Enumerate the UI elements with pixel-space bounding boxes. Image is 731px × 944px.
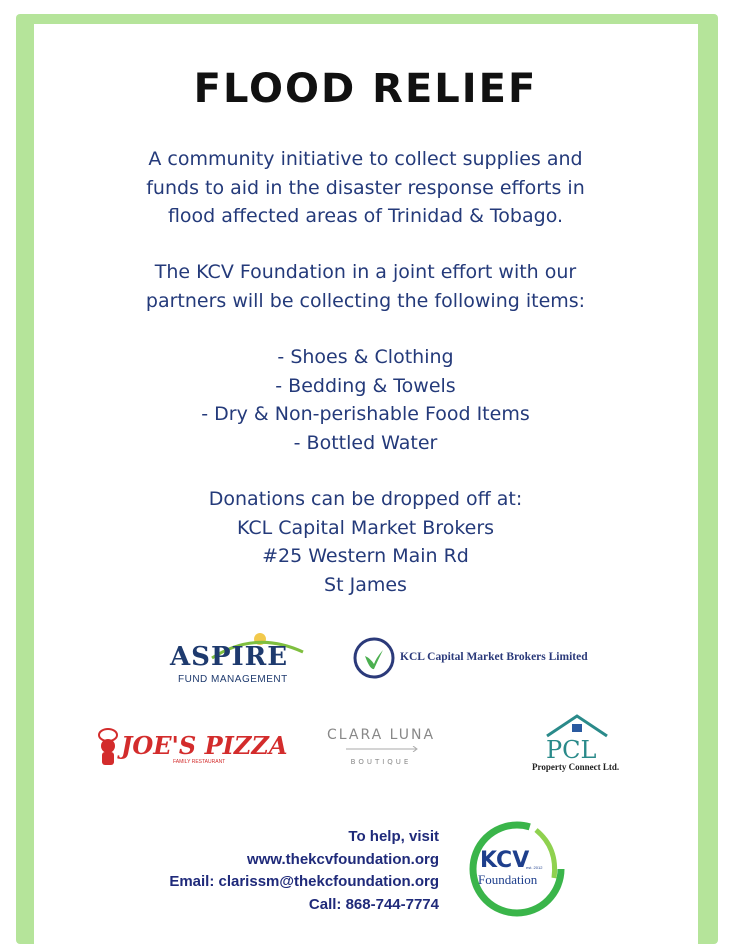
leaf-circle-icon xyxy=(352,636,396,680)
list-item: - Bottled Water xyxy=(293,431,438,454)
effort-line: The KCV Foundation in a joint effort with our xyxy=(154,261,577,283)
aspire-logo xyxy=(170,628,305,688)
aspire-name: ASPIRE xyxy=(170,642,289,672)
intro-paragraph xyxy=(0,145,731,231)
list-item: - Bedding & Towels xyxy=(275,374,456,397)
pcl-logo xyxy=(530,712,625,777)
dropoff-paragraph xyxy=(0,485,731,599)
arrow-divider-icon xyxy=(341,746,421,752)
dropoff-line: St James xyxy=(324,573,407,596)
kcl-name: KCL Capital Market Brokers Limited xyxy=(400,651,588,663)
website-link[interactable]: www.thekcvfoundation.org xyxy=(247,850,439,868)
intro-line: funds to aid in the disaster response efforts in xyxy=(146,176,585,199)
items-list xyxy=(0,343,731,457)
chef-mascot-icon xyxy=(95,727,121,767)
kcv-est: est. 2012 xyxy=(526,865,543,870)
dropoff-line: Donations can be dropped off at: xyxy=(208,488,523,510)
kcv-subtitle: Foundation xyxy=(478,872,538,887)
joes-subtitle: FAMILY RESTAURANT xyxy=(173,759,226,765)
intro-line: flood affected areas of Trinidad & Tobago. xyxy=(167,205,564,227)
effort-line: partners will be collecting the following items: xyxy=(145,289,586,312)
contact-info xyxy=(169,826,439,916)
clara-name: CLARA LUNA xyxy=(326,727,436,743)
help-line: To help, visit xyxy=(348,828,439,845)
phone-link[interactable]: Call: 868-744-7774 xyxy=(308,895,439,913)
clara-subtitle: BOUTIQUE xyxy=(350,758,412,766)
intro-line: A community initiative to collect supplies and xyxy=(148,148,583,170)
clara-luna-logo xyxy=(326,727,436,772)
pcl-subtitle: Property Connect Ltd. xyxy=(532,762,620,772)
pcl-name: PCL xyxy=(546,736,597,764)
kcv-name: KCV xyxy=(480,848,530,873)
effort-paragraph xyxy=(0,258,731,315)
list-item: - Shoes & Clothing xyxy=(277,346,454,368)
joes-name: JOE'S PIZZA xyxy=(121,731,288,760)
kcv-foundation-logo xyxy=(466,818,568,920)
list-item: - Dry & Non-perishable Food Items xyxy=(201,403,530,425)
kcl-logo xyxy=(350,634,605,682)
poster-title: FLOOD RELIEF xyxy=(193,66,538,112)
dropoff-line: #25 Western Main Rd xyxy=(262,545,469,567)
aspire-subtitle: FUND MANAGEMENT xyxy=(178,674,288,685)
email-link[interactable]: Email: clarissm@thekcfoundation.org xyxy=(169,873,439,890)
dropoff-line: KCL Capital Market Brokers xyxy=(236,516,495,539)
joes-pizza-logo xyxy=(95,725,288,770)
